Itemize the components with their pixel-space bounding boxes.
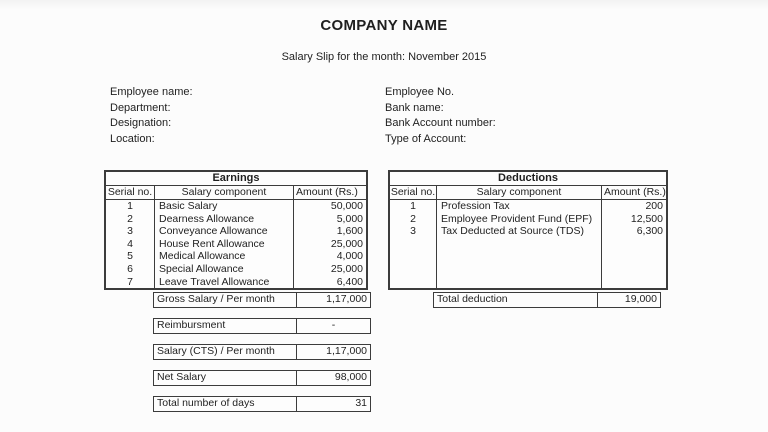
scan-artifact: [0, 0, 768, 10]
earnings-row-amount: 1,600: [336, 225, 363, 238]
deductions-row-component: Employee Provident Fund (EPF): [441, 212, 593, 225]
total-days-label: Total number of days: [157, 397, 255, 409]
earnings-row-serial: 4: [127, 237, 133, 250]
earnings-row-component: Medical Allowance: [159, 250, 246, 263]
total-days-row: [153, 396, 371, 412]
reimbursment-amount: -: [296, 319, 370, 333]
total-deduction-amount: 19,000: [597, 293, 660, 307]
earnings-amount-column: [293, 200, 366, 288]
earnings-row-component: Special Allowance: [159, 262, 244, 275]
earnings-row-amount: 25,000: [330, 262, 363, 275]
earnings-serial-column: [106, 200, 154, 288]
deductions-row-serial: 2: [410, 212, 416, 225]
earnings-row-component: Leave Travel Allowance: [159, 275, 270, 288]
earnings-row-component: Dearness Allowance: [159, 212, 255, 225]
net-salary-label: Net Salary: [157, 371, 207, 383]
earnings-col-serial: Serial no.: [107, 186, 153, 198]
gross-salary-label: Gross Salary / Per month: [157, 293, 275, 305]
earnings-row-amount: 5,000: [336, 212, 363, 225]
bank-name-label: Bank name:: [385, 101, 444, 114]
earnings-component-column: [154, 200, 293, 288]
deductions-col-component: Salary component: [436, 186, 601, 199]
earnings-row-amount: 25,000: [330, 237, 363, 250]
reimbursment-row: [153, 318, 371, 334]
deductions-row-component: Tax Deducted at Source (TDS): [441, 225, 584, 238]
deductions-row-amount: 200: [645, 200, 663, 212]
bank-account-number-label: Bank Account number:: [385, 117, 496, 129]
earnings-row-component: Basic Salary: [159, 200, 218, 212]
net-salary-amount: 98,000: [296, 371, 370, 385]
deductions-component-column: [436, 200, 601, 288]
deductions-row-amount: 12,500: [630, 212, 663, 225]
deductions-row-amount: 6,300: [636, 225, 663, 238]
page-subtitle: Salary Slip for the month: November 2015: [281, 51, 487, 63]
deductions-table-header: [390, 186, 666, 200]
department-label: Department:: [110, 101, 171, 114]
gross-salary-row: [153, 292, 371, 308]
deductions-col-amount: Amount (Rs.): [601, 186, 666, 199]
earnings-row-serial: 6: [127, 262, 133, 275]
designation-label: Designation:: [110, 117, 172, 129]
salary-cts-row: [153, 344, 371, 360]
deductions-row-serial: 1: [410, 200, 416, 212]
deductions-col-serial: Serial no.: [390, 186, 436, 198]
reimbursment-label: Reimbursment: [157, 319, 226, 331]
earnings-row-amount: 4,000: [336, 250, 363, 263]
salary-cts-label: Salary (CTS) / Per month: [157, 345, 275, 357]
employee-info-right: [385, 85, 496, 147]
earnings-row-serial: 7: [127, 275, 133, 288]
earnings-row-component: House Rent Allowance: [159, 237, 265, 250]
employee-info-left: [110, 85, 193, 147]
employee-no-label: Employee No.: [385, 86, 455, 98]
earnings-col-amount: Amount (Rs.): [293, 186, 366, 199]
salary-cts-amount: 1,17,000: [296, 345, 370, 359]
earnings-row-serial: 1: [127, 200, 133, 212]
deductions-serial-column: [390, 200, 436, 288]
earnings-table-title: Earnings: [106, 172, 366, 186]
gross-salary-amount: 1,17,000: [296, 293, 370, 307]
deductions-table: [388, 170, 668, 290]
total-days-amount: 31: [296, 397, 370, 411]
total-deduction-row: [433, 292, 661, 308]
page-title: COMPANY NAME: [320, 17, 448, 34]
total-deduction-label: Total deduction: [437, 293, 508, 305]
deductions-row-serial: 3: [410, 225, 416, 238]
location-label: Location:: [110, 132, 155, 145]
earnings-col-component: Salary component: [154, 186, 293, 199]
earnings-table-header: [106, 186, 366, 200]
earnings-row-amount: 50,000: [330, 200, 363, 212]
deductions-table-body: [390, 200, 666, 288]
earnings-row-component: Conveyance Allowance: [159, 225, 268, 238]
earnings-row-amount: 6,400: [336, 275, 363, 288]
employee-name-label: Employee name:: [110, 86, 193, 98]
earnings-row-serial: 3: [127, 225, 133, 238]
net-salary-row: [153, 370, 371, 386]
deductions-amount-column: [601, 200, 666, 288]
earnings-table-body: [106, 200, 366, 288]
type-of-account-label: Type of Account:: [385, 132, 467, 145]
earnings-row-serial: 2: [127, 212, 133, 225]
deductions-table-title: Deductions: [390, 172, 666, 186]
earnings-table: [104, 170, 368, 290]
deductions-row-component: Profession Tax: [441, 200, 510, 212]
earnings-row-serial: 5: [127, 250, 133, 263]
